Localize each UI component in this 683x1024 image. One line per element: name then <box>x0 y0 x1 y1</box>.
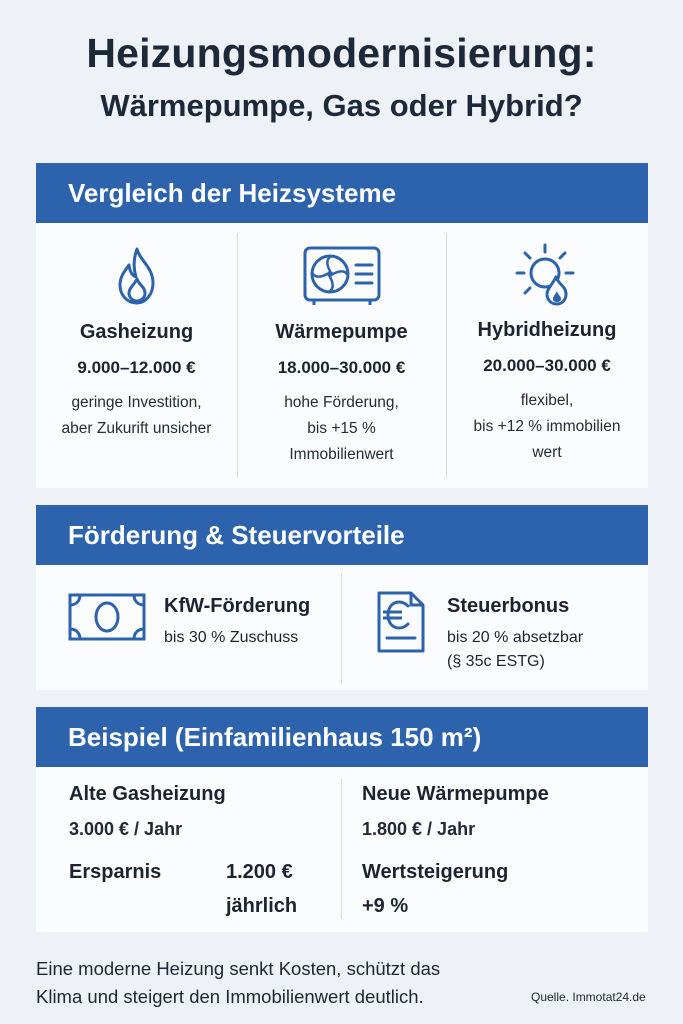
system-name: Gasheizung <box>79 321 194 343</box>
page-subtitle: Wärmepumpe, Gas oder Hybrid? <box>100 88 583 123</box>
system-price: 20.000–30.000 € <box>483 356 611 375</box>
description-line: flexibel, <box>520 392 574 409</box>
description-line: aber Zukurift unsicher <box>61 420 212 437</box>
savings-unit: jährlich <box>226 895 298 917</box>
system-card-hybrid <box>446 241 648 466</box>
system-price: 9.000–12.000 € <box>77 358 196 377</box>
funding-detail <box>447 626 583 674</box>
source-credit: Quelle. Immotat24.de <box>531 990 646 1004</box>
page-title: Heizungsmodernisierung: <box>86 30 597 76</box>
column-divider <box>341 573 342 683</box>
example-heading: Beispiel (Einfamilienhaus 150 m²) <box>36 707 648 767</box>
value-increase-label: Wertsteigerung <box>362 861 509 883</box>
description-line: hohe Förderung, <box>284 394 399 411</box>
system-card-gas <box>36 245 237 442</box>
flame-icon <box>107 245 167 307</box>
savings-value: 1.200 € <box>226 861 293 883</box>
old-heating-label: Alte Gasheizung <box>69 783 226 805</box>
funding-detail-line: (§ 35c ESTG) <box>447 653 545 670</box>
system-name: Hybridheizung <box>477 319 617 341</box>
description-line: geringe Investition, <box>71 394 202 411</box>
system-name: Wärmepumpe <box>275 321 408 343</box>
description-line: bis +15 % <box>307 420 376 437</box>
funding-heading: Förderung & Steuervorteile <box>36 505 648 565</box>
new-heat-pump-cost: 1.800 € / Jahr <box>362 819 476 839</box>
column-divider <box>341 779 342 919</box>
savings-label: Ersparnis <box>69 861 162 883</box>
funding-detail: bis 30 % Zuschuss <box>164 629 299 646</box>
description-line: bis +12 % immobilien <box>473 418 621 435</box>
description-line: Immobilienwert <box>289 446 394 463</box>
funding-title: Steuerbonus <box>447 595 570 617</box>
funding-panel <box>36 565 648 690</box>
sun-flame-icon <box>512 241 582 307</box>
example-panel <box>36 767 648 932</box>
new-heat-pump-label: Neue Wärmepumpe <box>362 783 549 805</box>
funding-detail-line: bis 20 % absetzbar <box>447 629 584 646</box>
system-card-heat-pump <box>237 245 446 468</box>
system-description <box>237 390 446 468</box>
value-increase-value: +9 % <box>362 895 409 917</box>
footer-line: Klima und steigert den Immobilienwert deutlich. <box>36 986 424 1007</box>
comparison-heading: Vergleich der Heizsysteme <box>36 163 648 223</box>
banknote-icon <box>68 593 146 641</box>
system-description <box>36 390 237 442</box>
footer-line: Eine moderne Heizung senkt Kosten, schützt das <box>36 958 441 979</box>
heat-pump-icon <box>302 245 382 307</box>
old-heating-cost: 3.000 € / Jahr <box>69 819 183 839</box>
description-line: wert <box>532 444 562 461</box>
funding-tax <box>447 595 583 674</box>
footer-summary <box>36 955 536 1011</box>
system-description <box>446 388 648 466</box>
comparison-panel <box>36 223 648 488</box>
funding-kfw <box>164 595 310 650</box>
euro-document-icon <box>375 590 427 654</box>
system-price: 18.000–30.000 € <box>277 358 406 377</box>
funding-title: KfW-Förderung <box>164 595 311 617</box>
